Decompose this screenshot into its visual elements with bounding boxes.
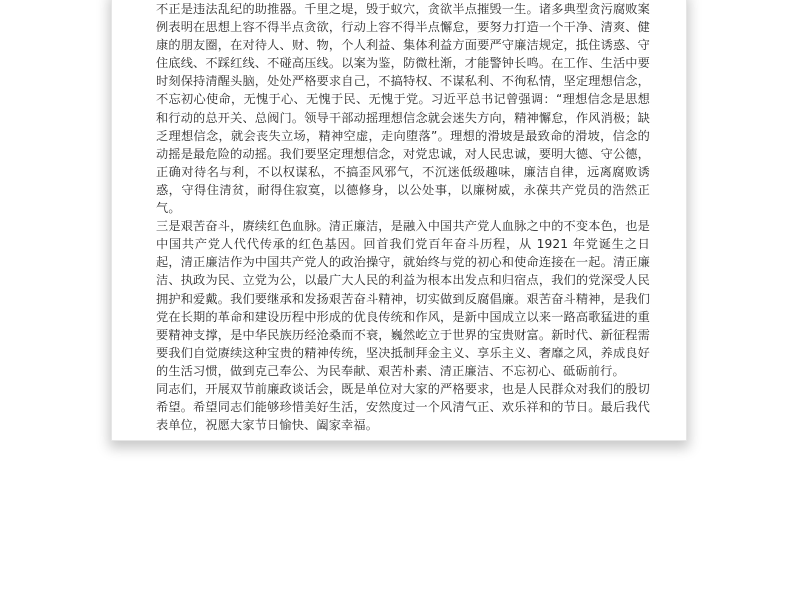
paragraph-closing-wishes: 同志们，开展双节前廉政谈话会，既是单位对大家的严格要求，也是人民群众对我们的殷切希望。希望同志们能够珍惜美好生活，安然度过一个风清气正、欢乐祥和的节日。最后我代表单位，祝愿大家节日愉快、阖家幸福。 (156, 381, 650, 433)
document-body (156, 0, 650, 434)
document-page (112, 0, 686, 440)
paragraph-hard-work-red-bloodline: 三是艰苦奋斗，赓续红色血脉。清正廉洁，是融入中国共产党人血脉之中的不变本色，也是中国共产党人代代传承的红色基因。回首我们党百年奋斗历程，从 1921 年党诞生之日起，清正廉洁作为中国共产党人的政治操守，就始终与党的初心和使命连接在一起。清正廉洁、执政为民、立党为公，以最广大人民的利益为根本出发点和归宿点，我们的党深受人民拥护和爱戴。我们要继承和发扬艰苦奋斗精神，切实做到反腐倡廉。艰苦奋斗精神，是我们党在长期的革命和建设历程中形成的优良传统和作风，是新中国成立以来一路高歌猛进的重要精神支撑，是中华民族历经沧桑而不衰，巍然屹立于世界的宝贵财富。新时代、新征程需要我们自觉赓续这种宝贵的精神传统，坚决抵制拜金主义、享乐主义、奢靡之风，养成良好的生活习惯，做到克己奉公、为民奉献、艰苦朴素、清正廉洁、不忘初心、砥砺前行。 (156, 219, 650, 378)
paragraph-integrity-discipline: 不正是违法乱纪的助推器。千里之堤，毁于蚁穴，贪欲半点摧毁一生。诸多典型贪污腐败案例表明在思想上容不得半点贪欲，行动上容不得半点懈怠，要努力打造一个干净、清爽、健康的朋友圈，在对待人、财、物，个人利益、集体利益方面要严守廉洁规定，抵住诱惑、守住底线、不踩红线、不碰高压线。以案为鉴，防微杜渐，才能警钟长鸣。在工作、生活中要时刻保持清醒头脑，处处严格要求自己，不搞特权、不谋私利、不徇私情，坚定理想信念，不忘初心使命，无愧于心、无愧于民、无愧于党。习近平总书记曾强调：“理想信念是思想和行动的总开关、总阀门。领导干部动摇理想信念就会迷失方向，精神懈怠，作风消极；缺乏理想信念，就会丧失立场，精神空虚，走向堕落”。理想的滑坡是最致命的滑坡，信念的动摇是最危险的动摇。我们要坚定理想信念，对党忠诚，对人民忠诚，要明大德、守公德，正确对待名与利，不以权谋私，不搞歪风邪气，不沉迷低级趣味，廉洁自律，远离腐败诱惑，守得住清贫，耐得住寂寞，以德修身，以公处事，以廉树威，永葆共产党员的浩然正气。 (156, 2, 650, 216)
